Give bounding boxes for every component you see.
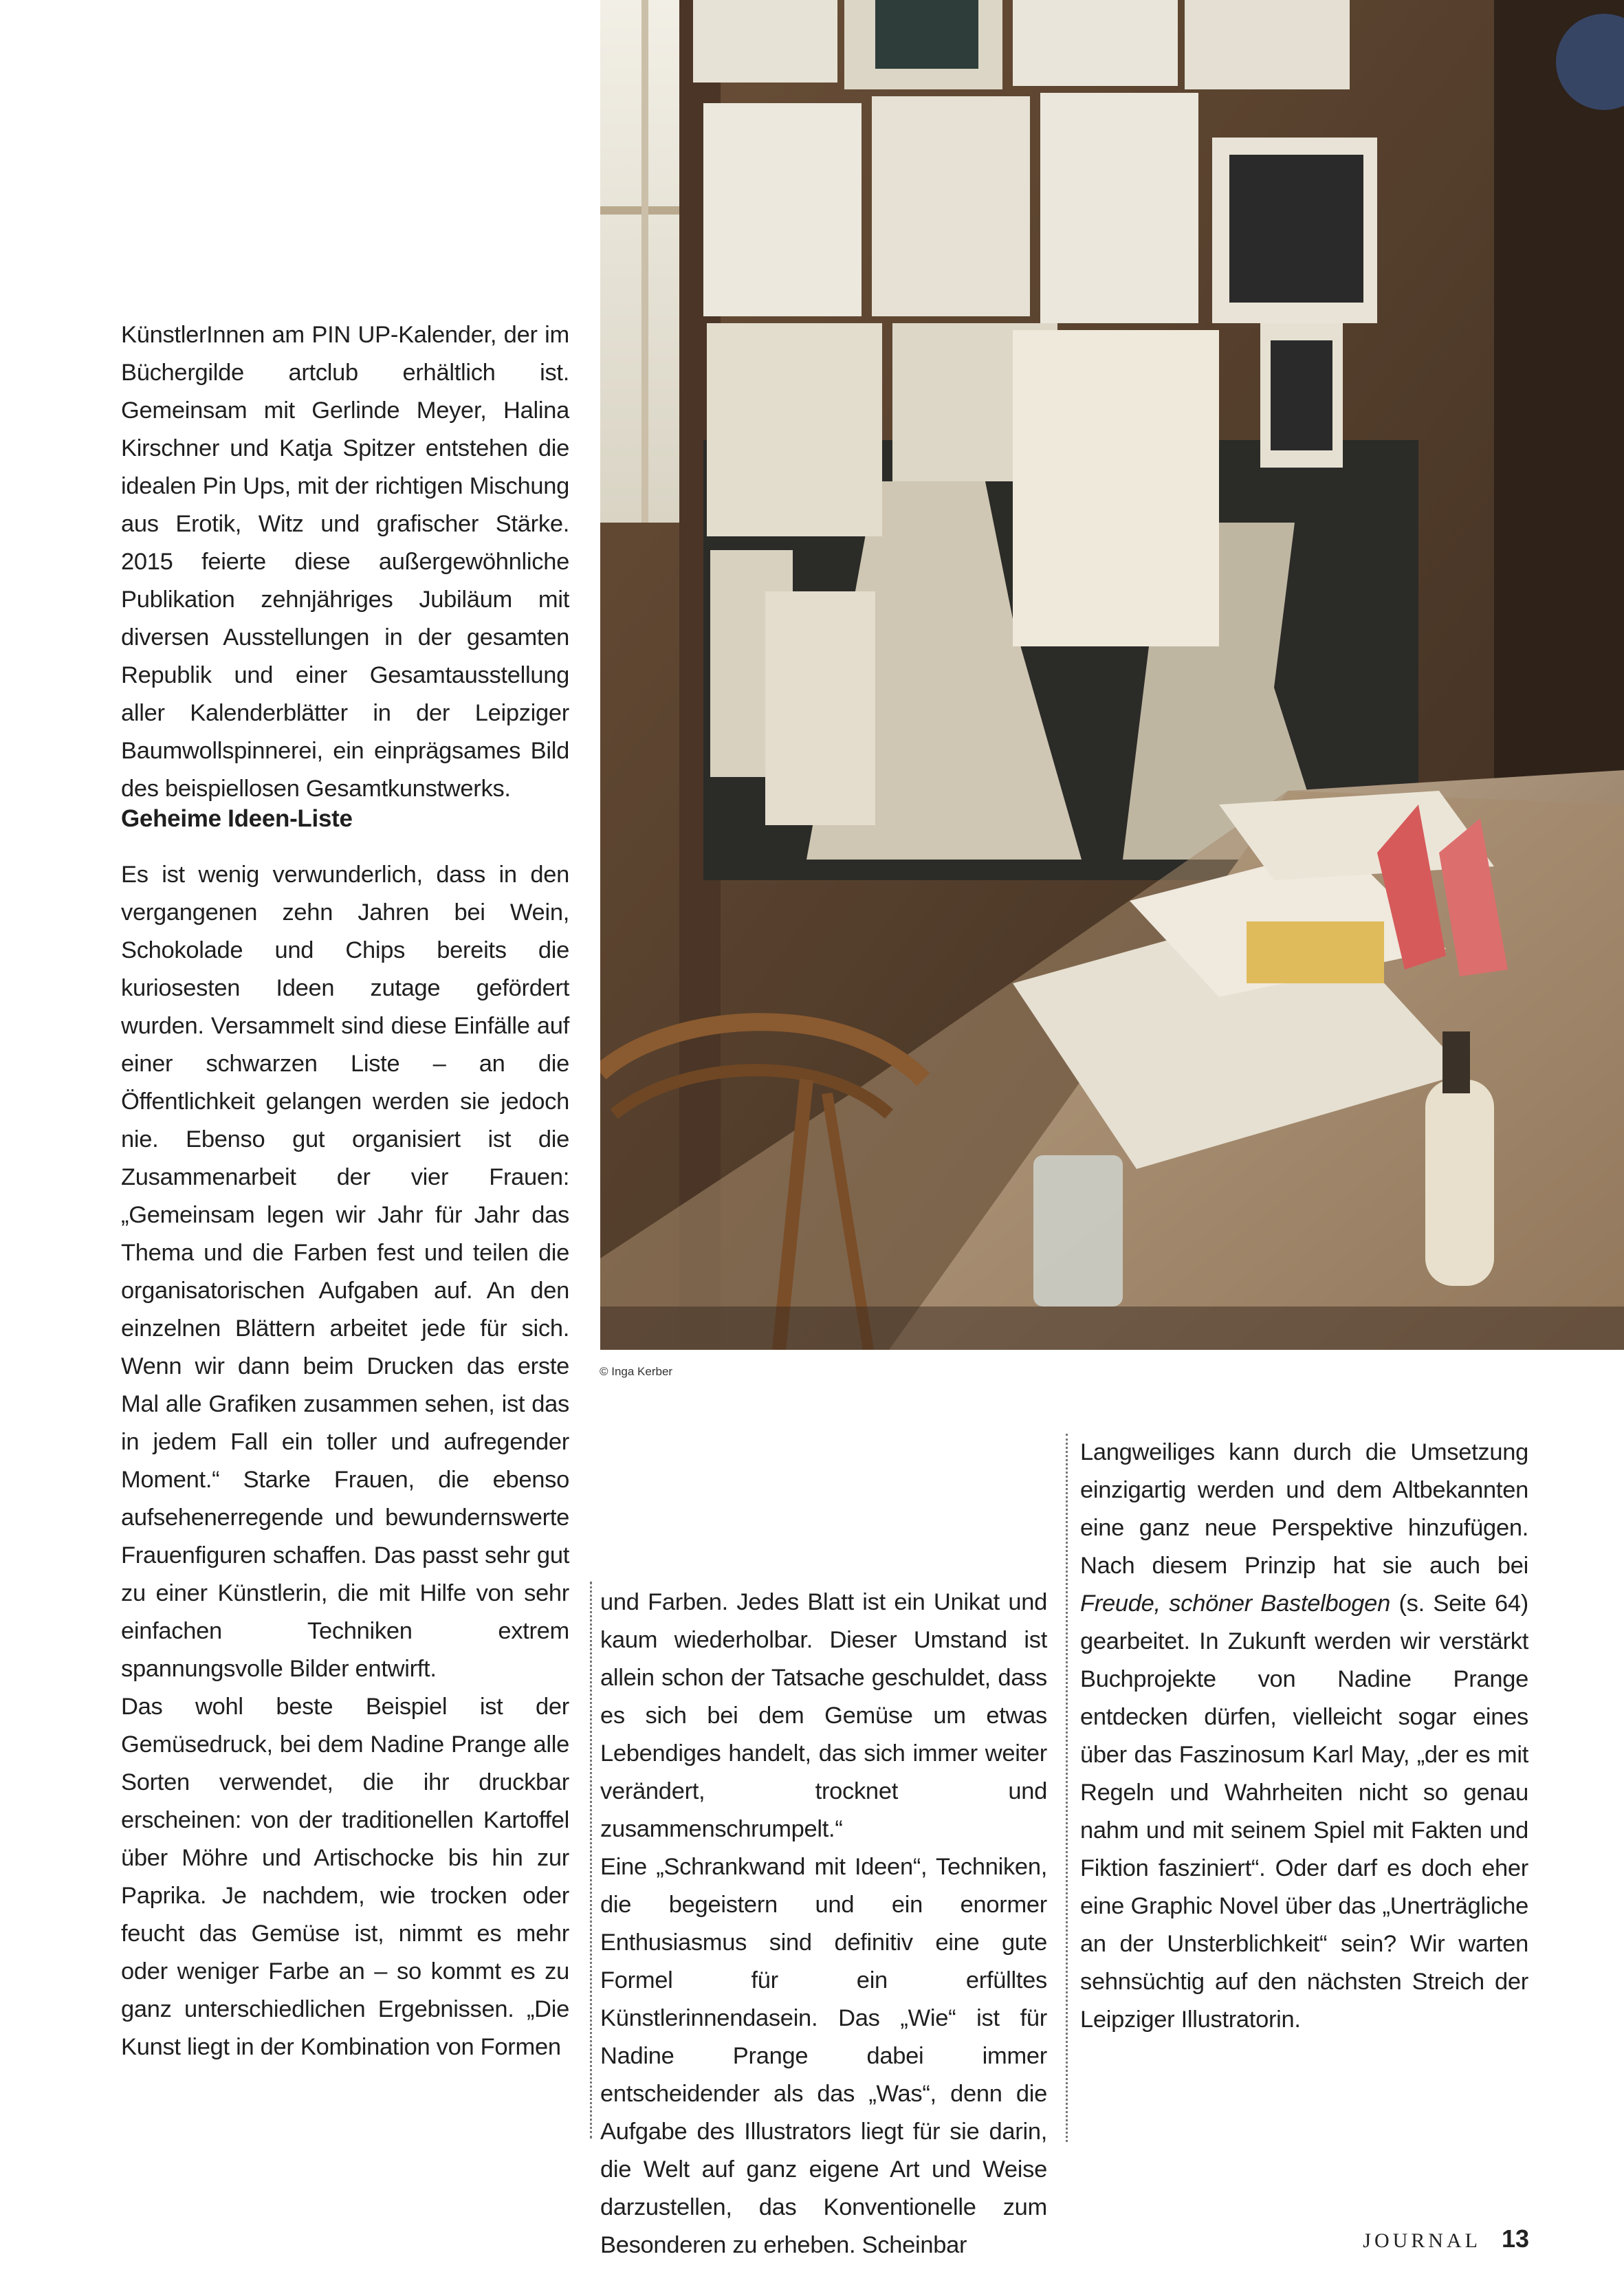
window <box>600 0 679 523</box>
column-3 <box>1080 1434 1528 2039</box>
column-divider <box>590 1582 592 2139</box>
studio-photo-illustration <box>600 0 1624 1350</box>
cheese-block <box>1247 921 1384 983</box>
paragraph: und Farben. Jedes Blatt ist ein Unikat und kaum wiederholbar. Dieser Umstand ist allein schon der Tatsache geschuldet, dass es sich bei dem Gemüse um etwas Lebendiges handelt, das sich immer weiter verändert, trocknet und zusammenschrumpelt.“ <box>600 1589 1047 1842</box>
bottle <box>1425 1080 1494 1286</box>
paragraph: Es ist wenig verwunderlich, dass in den vergangenen zehn Jahren bei Wein, Schokolade und Chips bereits die kuriosesten Ideen zutage gefördert wurden. Versammelt sind diese Einfälle auf einer schwarzen Liste – an die Öffentlichkeit gelangen werden sie jedoch nie. Ebenso gut organisiert ist die Zusammenarbeit der vier Frauen: „Gemeinsam legen wir Jahr für Jahr das Thema und die Farben fest und teilen die organisatorischen Aufgaben auf. An den einzelnen Blättern arbeitet jede für sich. Wenn wir dann beim Drucken das erste Mal alle Grafiken zusammen sehen, ist das in jedem Fall ein toller und aufregender Moment.“ Starke Frauen, die ebenso aufsehenerregende und bewundernswerte Frauenfiguren schaffen. Das passt sehr gut zu einer Künstlerin, die mit Hilfe von sehr einfachen Techniken extrem spannungsvolle Bilder entwirft. <box>121 862 569 1682</box>
column-1-top <box>121 316 569 808</box>
column-1-bottom <box>121 856 569 2066</box>
column-divider <box>1066 1434 1068 2142</box>
page-footer <box>1363 2224 1529 2253</box>
text-run: Langweiliges kann durch die Umsetzung einzigartig werden und dem Altbekannten eine ganz neue Perspektive hinzufügen. Nach diesem Prinzip hat sie auch bei <box>1080 1439 1528 1579</box>
journal-label: JOURNAL <box>1363 2229 1481 2252</box>
book-title: Freude, schöner Bastelbogen <box>1080 1590 1390 1617</box>
red-print <box>1013 330 1219 646</box>
section-heading: Geheime Ideen-Liste <box>121 805 353 832</box>
paragraph <box>1080 1434 1528 2039</box>
page-number: 13 <box>1501 2224 1529 2253</box>
paragraph: Das wohl beste Beispiel ist der Gemüsedruck, bei dem Nadine Prange alle Sorten verwendet, die ihr druckbar erscheinen: von der traditionellen Kartoffel über Möhre und Artischocke bis hin zur Paprika. Je nachdem, wie trocken oder feucht das Gemüse ist, nimmt es mehr oder weniger Farbe an – so kommt es zu ganz unterschiedlichen Ergebnissen. „Die Kunst liegt in der Kombination von Formen <box>121 1694 569 2060</box>
glass <box>1033 1155 1123 1307</box>
text-run: (s. Seite 64) gearbeitet. In Zukunft werden wir verstärkt Buchprojekte von Nadine Prange entdecken dürfen, vielleicht sogar eines über das Faszinosum Karl May, „der es mit Regeln und Wahrheiten nicht so genau nahm und mit seinem Spiel mit Fakten und Fiktion fasziniert“. Oder darf es doch eher eine Graphic Novel über das „Unerträgliche an der Unsterblichkeit“ sein? Wir warten sehnsüchtig auf den nächsten Streich der Leipziger Illustratorin. <box>1080 1590 1528 2033</box>
paragraph: Eine „Schrankwand mit Ideen“, Techniken, die begeistern und ein enormer Enthusiasmus sind definitiv eine gute Formel für ein erfülltes Künstlerinnendasein. Das „Wie“ ist für Nadine Prange dabei immer entscheidender als das „Was“, denn die Aufgabe des Illustrators liegt für sie darin, die Welt auf ganz eigene Art und Weise darzustellen, das Konventionelle zum Besonderen zu erheben. Scheinbar <box>600 1854 1047 2258</box>
column-2 <box>600 1584 1047 2264</box>
photo-credit: © Inga Kerber <box>600 1365 673 1378</box>
paragraph: KünstlerInnen am PIN UP-Kalender, der im Büchergilde artclub erhältlich ist. Gemeinsam mit Gerlinde Meyer, Halina Kirschner und Katja Spitzer entstehen die idealen Pin Ups, mit der richtigen Mischung aus Erotik, Witz und grafischer Stärke. 2015 feierte diese außergewöhnliche Publikation zehnjähriges Jubiläum mit diversen Ausstellungen in der gesamten Republik und einer Gesamtausstellung aller Kalenderblätter in der Leipziger Baumwollspinnerei, ein einprägsames Bild des beispiellosen Gesamtkunstwerks. <box>121 322 569 802</box>
studio-photo <box>600 0 1624 1350</box>
